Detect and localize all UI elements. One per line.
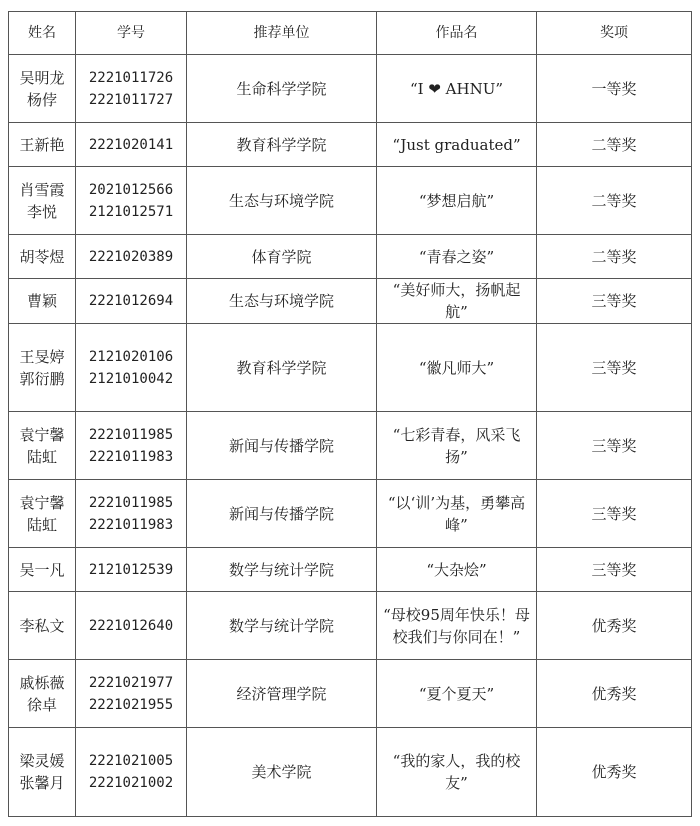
header-name: 姓名 [9,12,76,55]
student-name: 陆虹 [26,447,57,466]
cell-unit: 体育学院 [187,235,377,279]
table-row [9,324,692,412]
cell-work: “母校95周年快乐！母校我们与你同在！” [377,592,537,660]
cell-student-id [76,235,187,279]
student-id: 2121020106 [88,348,174,365]
cell-name [9,167,76,235]
student-name: 曹颖 [26,292,57,310]
cell-name [9,279,76,324]
student-name: 吴一凡 [19,560,65,579]
student-id: 2221012694 [88,293,174,309]
student-id: 2221011726 [88,69,174,86]
cell-award: 一等奖 [537,55,692,123]
student-id: 2121012539 [88,561,174,578]
student-name: 戚栎薇 [19,673,65,692]
cell-student-id [76,480,187,548]
student-name: 张馨月 [19,774,65,792]
table-row [9,123,692,167]
cell-unit: 生命科学学院 [187,55,377,123]
cell-unit: 生态与环境学院 [187,279,377,324]
cell-work: “以‘训’为基，勇攀高峰” [377,480,537,548]
cell-unit: 新闻与传播学院 [187,412,377,480]
student-id: 2221021955 [88,696,174,713]
table-row [9,548,692,592]
cell-award: 三等奖 [537,412,692,480]
student-id: 2221011983 [88,516,174,533]
header-row [9,12,692,55]
cell-name [9,235,76,279]
student-id: 2221020141 [88,136,174,153]
table-row [9,167,692,235]
cell-award: 三等奖 [537,324,692,412]
student-id: 2221011727 [88,91,174,108]
student-name: 徐卓 [26,695,57,714]
student-name: 梁灵媛 [19,752,65,770]
cell-award: 二等奖 [537,123,692,167]
student-id: 2221021005 [88,753,174,769]
cell-unit: 美术学院 [187,728,377,817]
cell-name [9,548,76,592]
table-row [9,728,692,817]
student-id: 2221021002 [88,775,174,791]
cell-student-id [76,55,187,123]
cell-student-id [76,279,187,324]
header-student-id: 学号 [76,12,187,55]
cell-work: “夏个夏天” [377,660,537,728]
student-id: 2221011985 [88,426,174,443]
cell-work: “青春之姿” [377,235,537,279]
header-award: 奖项 [537,12,692,55]
student-name: 吴明龙 [19,68,65,87]
table-row [9,412,692,480]
cell-name [9,660,76,728]
cell-student-id [76,728,187,817]
student-name: 李悦 [26,202,57,221]
student-name: 李私文 [19,616,65,635]
student-name: 肖雪霞 [19,180,65,199]
cell-student-id [76,548,187,592]
cell-award: 二等奖 [537,167,692,235]
table-row [9,592,692,660]
cell-student-id [76,324,187,412]
cell-unit: 新闻与传播学院 [187,480,377,548]
student-name: 郭衍鹏 [19,369,65,388]
cell-name [9,55,76,123]
student-name: 杨侼 [26,90,57,109]
cell-award: 三等奖 [537,548,692,592]
cell-unit: 生态与环境学院 [187,167,377,235]
table-row [9,279,692,324]
table-row [9,660,692,728]
cell-student-id [76,123,187,167]
cell-award: 优秀奖 [537,728,692,817]
cell-work: “我的家人，我的校友” [377,728,537,817]
cell-work: “大杂烩” [377,548,537,592]
student-id: 2021012566 [88,181,174,198]
cell-work: “梦想启航” [377,167,537,235]
cell-work: “美好师大，扬帆起航” [377,279,537,324]
table-row [9,55,692,123]
student-id: 2121010042 [88,370,174,387]
cell-work: “七彩青春，风采飞扬” [377,412,537,480]
table-row [9,480,692,548]
cell-award: 二等奖 [537,235,692,279]
cell-name [9,728,76,817]
cell-work: “I ❤ AHNU” [377,55,537,123]
student-name: 袁宁馨 [19,425,65,444]
cell-student-id [76,592,187,660]
cell-award: 优秀奖 [537,592,692,660]
cell-student-id [76,412,187,480]
cell-student-id [76,167,187,235]
student-name: 陆虹 [26,515,57,534]
cell-award: 优秀奖 [537,660,692,728]
student-name: 袁宁馨 [19,493,65,512]
cell-name [9,324,76,412]
cell-student-id [76,660,187,728]
student-name: 王旻婷 [19,347,65,366]
table-row [9,235,692,279]
cell-unit: 教育科学学院 [187,324,377,412]
cell-name [9,123,76,167]
awards-table [8,11,692,817]
cell-unit: 经济管理学院 [187,660,377,728]
student-id: 2221011983 [88,448,174,465]
student-id: 2221012640 [88,617,174,634]
student-id: 2221020389 [88,248,174,265]
header-work: 作品名 [377,12,537,55]
cell-work: “徽凡师大” [377,324,537,412]
cell-name [9,412,76,480]
cell-unit: 数学与统计学院 [187,548,377,592]
cell-name [9,592,76,660]
student-id: 2221011985 [88,494,174,511]
student-name: 王新艳 [19,135,65,154]
cell-award: 三等奖 [537,279,692,324]
cell-award: 三等奖 [537,480,692,548]
student-id: 2221021977 [88,674,174,691]
cell-work: “Just graduated” [377,123,537,167]
student-name: 胡苓煜 [19,247,65,266]
cell-unit: 教育科学学院 [187,123,377,167]
cell-unit: 数学与统计学院 [187,592,377,660]
cell-name [9,480,76,548]
header-unit: 推荐单位 [187,12,377,55]
student-id: 2121012571 [88,203,174,220]
